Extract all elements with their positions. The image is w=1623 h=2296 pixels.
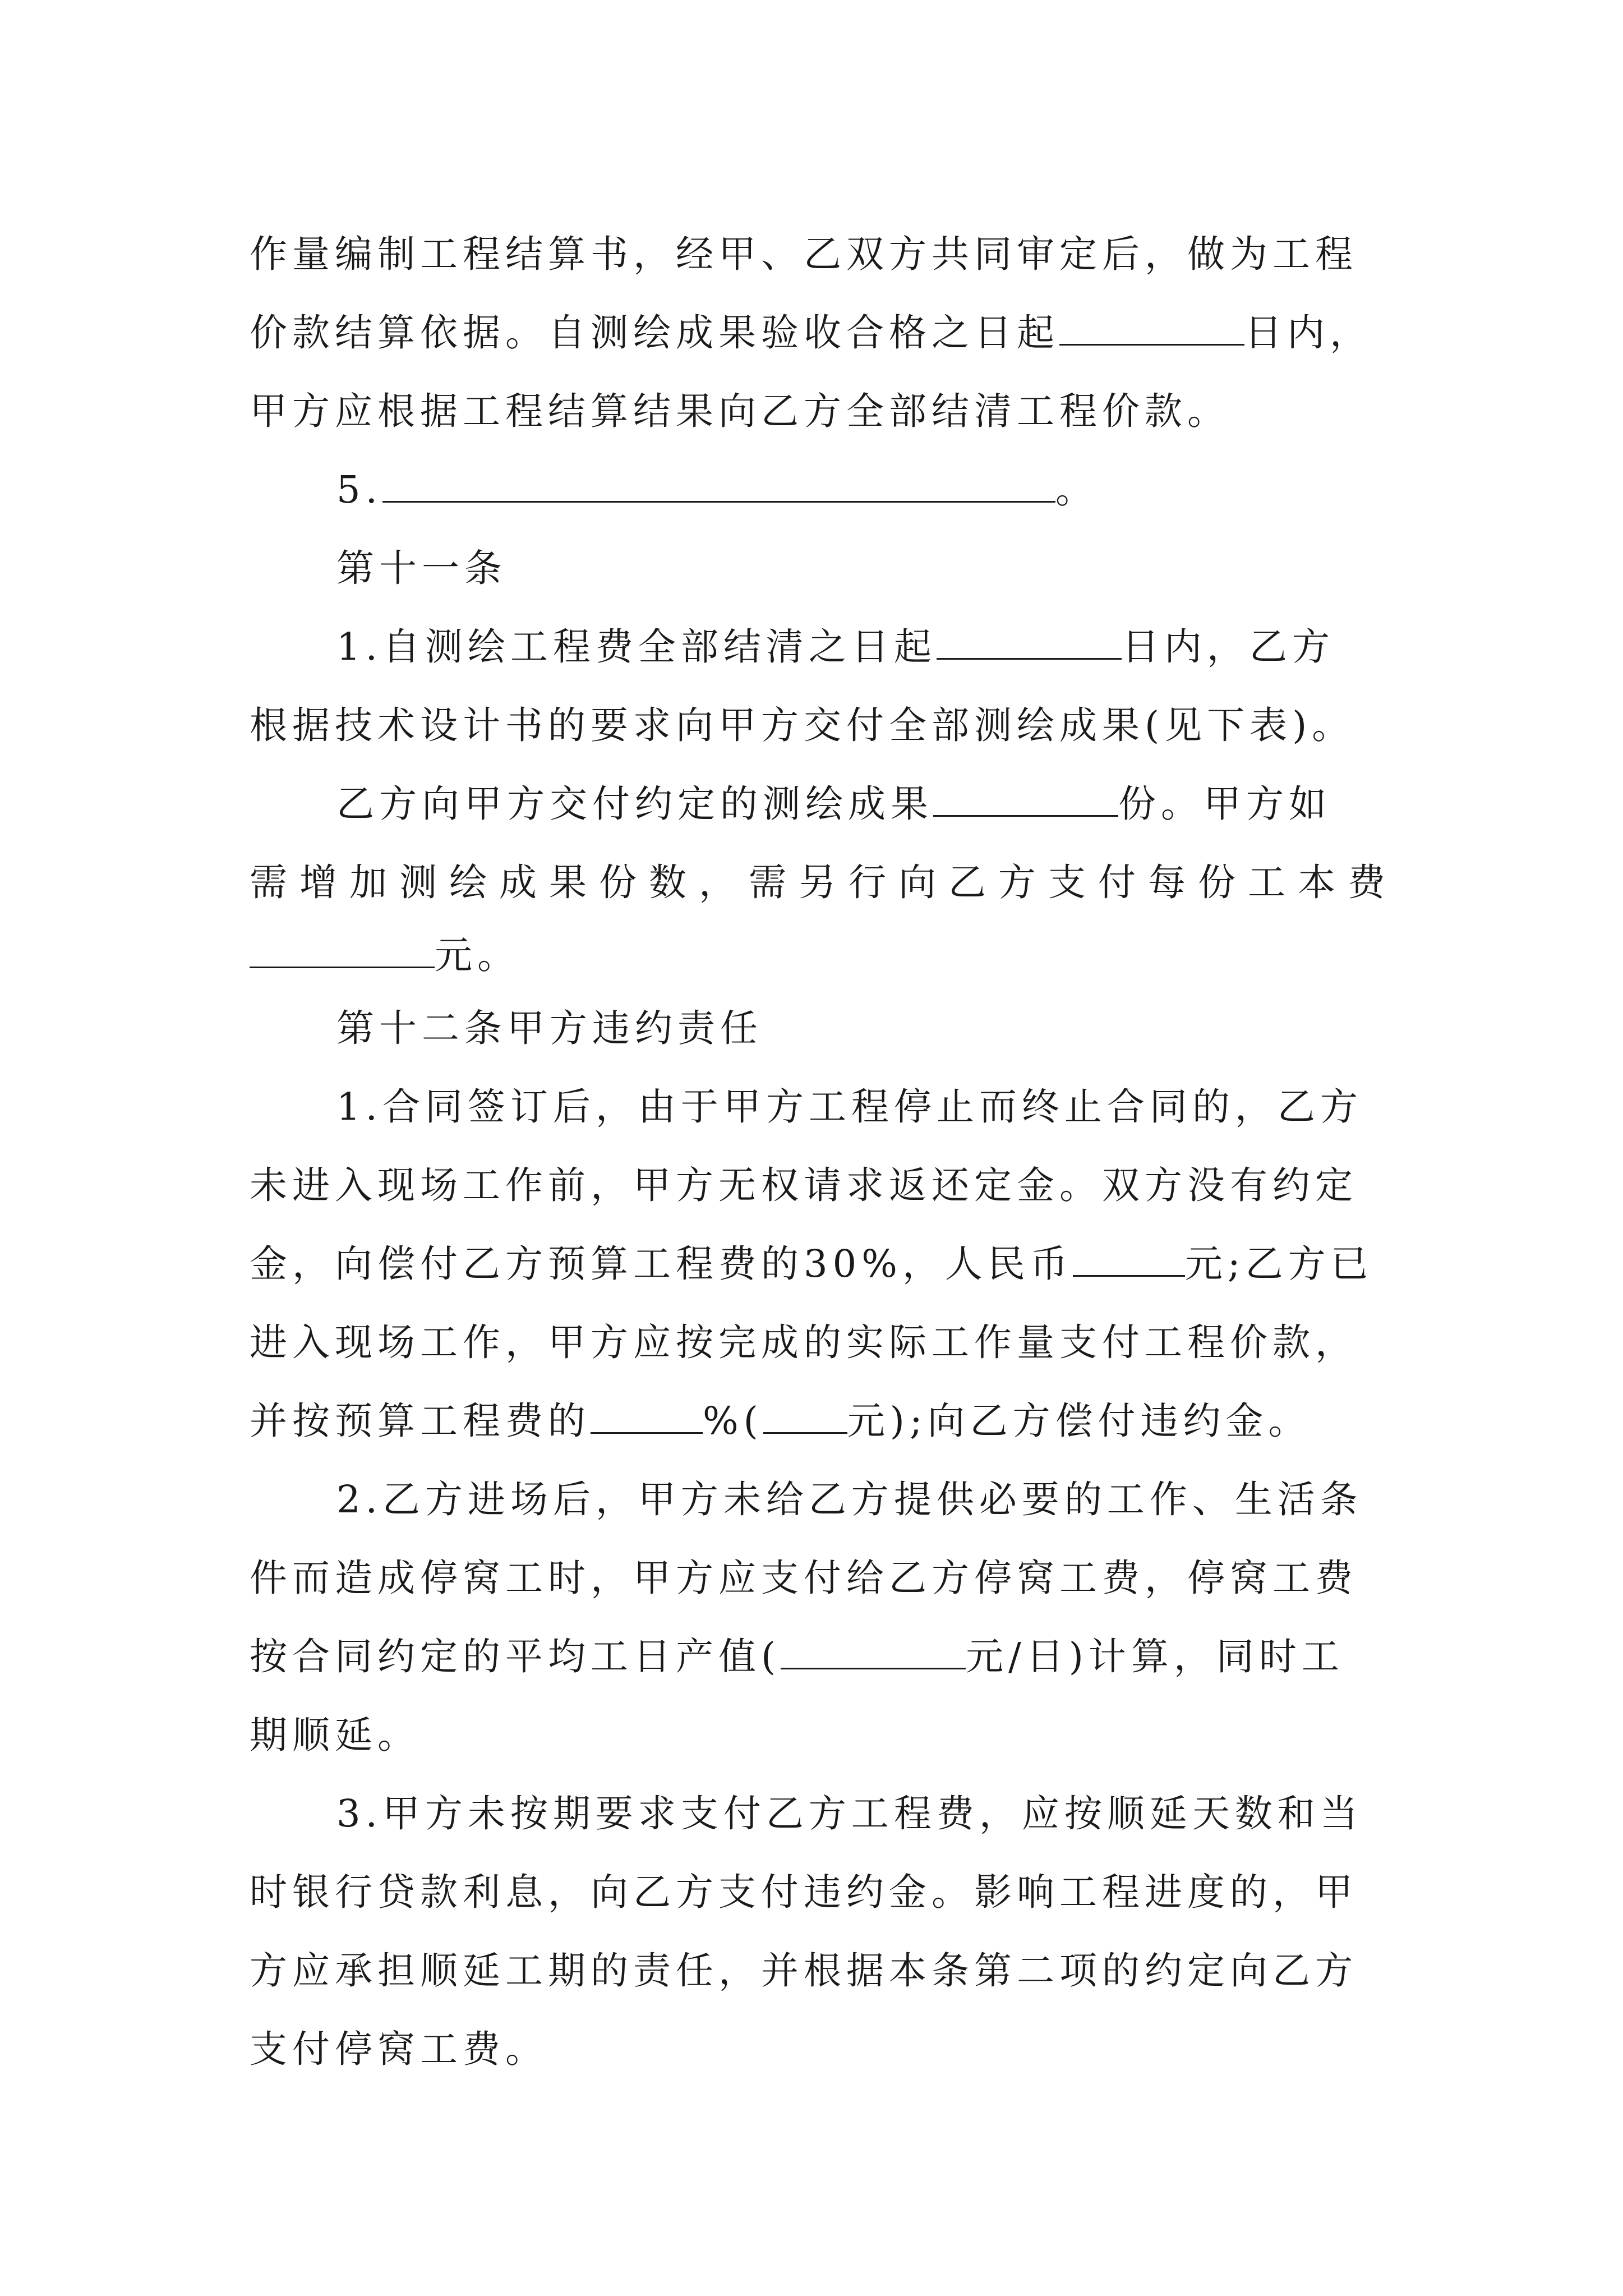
text-line [250, 1313, 1358, 1366]
line-text: %( [703, 1399, 763, 1443]
heading-text: 第十一条 [336, 546, 507, 590]
text-line [250, 303, 1372, 357]
text-line [336, 774, 1331, 828]
line-text: 份。甲方如 [1118, 782, 1331, 826]
line-text: 1.合同签订后，由于甲方工程停止而终止合同的，乙方 [336, 1085, 1363, 1129]
line-text: 元;乙方已 [1184, 1242, 1373, 1286]
line-text: 未进入现场工作前，甲方无权请求返还定金。双方没有约定 [250, 1163, 1358, 1207]
line-text: 并按预算工程费的 [250, 1399, 591, 1443]
line-text: 根据技术设计书的要求向甲方交付全部测绘成果(见下表)。 [250, 703, 1355, 747]
text-line [250, 1156, 1358, 1209]
article-heading [336, 999, 763, 1052]
line-text: 时银行贷款利息，向乙方支付违约金。影响工程进度的，甲 [250, 1870, 1358, 1914]
text-line [250, 853, 1398, 907]
line-text: 日内， [1244, 311, 1372, 355]
fill-in-blank [781, 1632, 966, 1669]
text-line [336, 617, 1335, 671]
line-text: 价款结算依据。自测绘成果验收合格之日起 [250, 311, 1059, 355]
text-line [250, 1234, 1373, 1288]
fill-in-blank [763, 1396, 847, 1434]
line-text: 。 [1055, 468, 1098, 512]
heading-text: 第十二条甲方违约责任 [336, 1006, 763, 1050]
line-text: 作量编制工程结算书，经甲、乙双方共同审定后，做为工程 [250, 232, 1358, 276]
line-text: 日内，乙方 [1121, 625, 1335, 669]
text-line [336, 1784, 1363, 1838]
text-line [250, 1627, 1344, 1681]
fill-in-blank [937, 622, 1122, 660]
line-text: 3.甲方未按期要求支付乙方工程费，应按顺延天数和当 [336, 1792, 1363, 1835]
text-line [250, 1548, 1358, 1602]
text-line [250, 696, 1354, 749]
line-text: 进入现场工作，甲方应按完成的实际工作量支付工程价款， [250, 1320, 1358, 1364]
text-line [250, 1941, 1358, 1995]
line-text: 按合同约定的平均工日产值( [250, 1635, 781, 1678]
fill-in-blank [250, 931, 435, 968]
line-text: 需增加测绘成果份数，需另行向乙方支付每份工本费 [250, 861, 1398, 904]
fill-in-blank [933, 779, 1118, 817]
text-line [250, 381, 1230, 435]
line-text: 方应承担顺延工期的责任，并根据本条第二项的约定向乙方 [250, 1949, 1358, 1993]
line-text: 元/日)计算，同时工 [966, 1635, 1344, 1678]
line-text: 金，向偿付乙方预算工程费的30%，人民币 [250, 1242, 1073, 1286]
text-line [336, 1077, 1363, 1131]
line-text: 甲方应根据工程结算结果向乙方全部结清工程价款。 [250, 389, 1230, 433]
text-line [250, 224, 1358, 278]
line-text: 乙方向甲方交付约定的测绘成果 [336, 782, 933, 826]
line-text: 元);向乙方偿付违约金。 [847, 1399, 1311, 1443]
fill-in-blank [1059, 308, 1244, 346]
text-line [250, 1705, 420, 1759]
line-text: 1.自测绘工程费全部结清之日起 [336, 625, 937, 669]
text-line [250, 926, 520, 979]
text-line [250, 1391, 1311, 1445]
line-text: 期顺延。 [250, 1713, 420, 1757]
line-text: 支付停窝工费。 [250, 2027, 548, 2071]
article-heading [336, 539, 507, 592]
fill-in-blank [591, 1396, 703, 1434]
text-line [336, 1470, 1363, 1524]
line-text: 2.乙方进场后，甲方未给乙方提供必要的工作、生活条 [336, 1478, 1363, 1521]
line-text: 5. [336, 468, 382, 512]
text-line [250, 2019, 548, 2073]
line-text: 件而造成停窝工时，甲方应支付给乙方停窝工费，停窝工费 [250, 1556, 1358, 1600]
fill-in-blank [382, 465, 1055, 503]
text-line [250, 1862, 1358, 1916]
text-line [336, 460, 1098, 514]
line-text: 元。 [435, 933, 520, 977]
fill-in-blank [1073, 1239, 1185, 1277]
